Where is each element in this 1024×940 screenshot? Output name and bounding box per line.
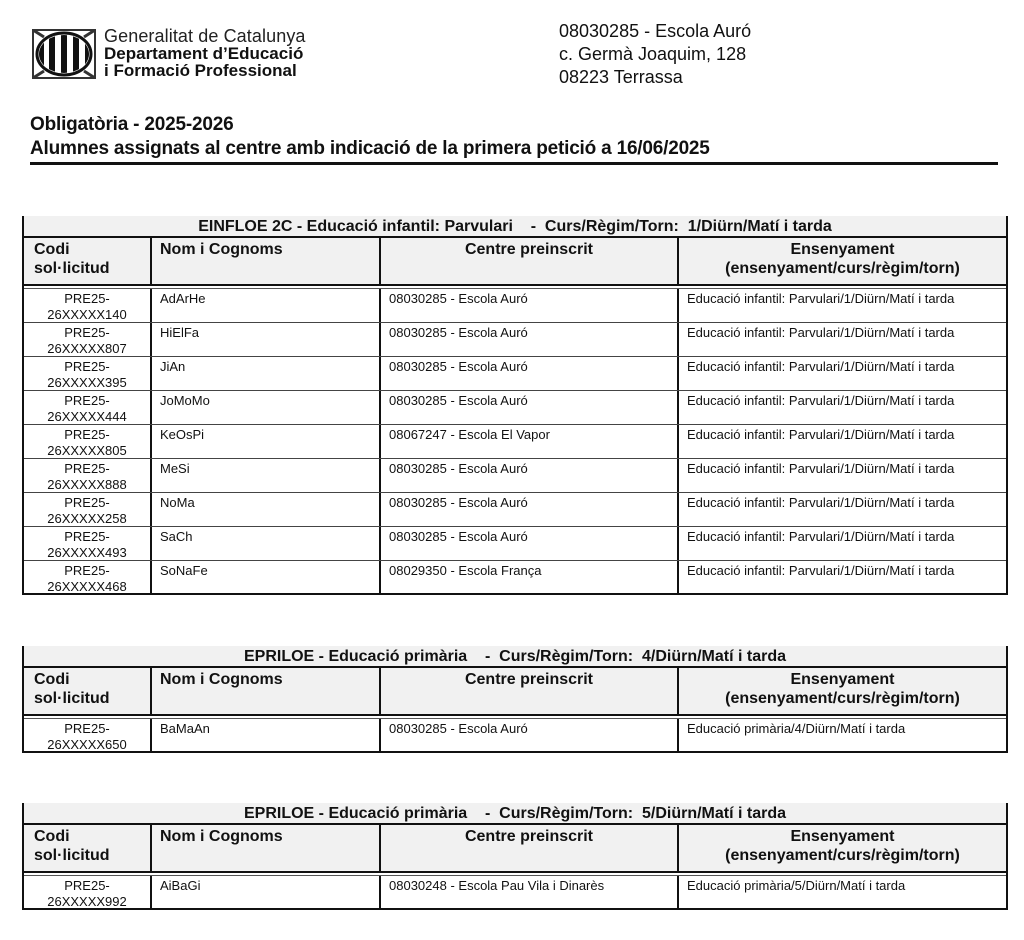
column-headers [24, 825, 1006, 871]
cell-name: JoMoMo [152, 391, 381, 424]
cell-name: SoNaFe [152, 561, 381, 593]
cell-name: JiAn [152, 357, 381, 390]
catalonia-emblem-icon [32, 29, 96, 79]
cell-code: PRE25- 26XXXXX493 [24, 527, 152, 560]
cell-centre: 08030285 - Escola Auró [381, 391, 679, 424]
school-address [559, 20, 751, 89]
header-centre: Centre preinscrit [381, 238, 679, 284]
cell-centre: 08030285 - Escola Auró [381, 459, 679, 492]
header-teaching: Ensenyament (ensenyament/curs/règim/torn) [725, 828, 960, 864]
header-code: Codi sol·licitud [24, 668, 152, 714]
table-row [24, 289, 1006, 323]
cell-name: BaMaAn [152, 719, 381, 751]
cell-centre: 08030285 - Escola Auró [381, 493, 679, 526]
cell-code: PRE25- 26XXXXX140 [24, 289, 152, 322]
cell-code: PRE25- 26XXXXX807 [24, 323, 152, 356]
cell-centre: 08030285 - Escola Auró [381, 719, 679, 751]
cell-teaching: Educació infantil: Parvulari/1/Diürn/Matí i tarda [687, 359, 955, 374]
cell-centre: 08030248 - Escola Pau Vila i Dinarès [381, 876, 679, 908]
header-name: Nom i Cognoms [152, 825, 381, 871]
table-row [24, 323, 1006, 357]
cell-name: SaCh [152, 527, 381, 560]
group-title: EPRILOE - Educació primària - Curs/Règim/Torn: 5/Diürn/Matí i tarda [24, 803, 1006, 825]
cell-centre: 08029350 - Escola França [381, 561, 679, 593]
header-name: Nom i Cognoms [152, 238, 381, 284]
cell-teaching: Educació primària/4/Diürn/Matí i tarda [687, 721, 906, 736]
cell-code: PRE25- 26XXXXX258 [24, 493, 152, 526]
group-title: EINFLOE 2C - Educació infantil: Parvulari - Curs/Règim/Torn: 1/Diürn/Matí i tarda [24, 216, 1006, 238]
title-description: Alumnes assignats al centre amb indicació de la primera petició a 16/06/2025 [30, 138, 710, 159]
logo [32, 28, 306, 79]
cell-name: KeOsPi [152, 425, 381, 458]
cell-centre: 08067247 - Escola El Vapor [381, 425, 679, 458]
header-teaching: Ensenyament (ensenyament/curs/règim/torn) [725, 241, 960, 277]
cell-code: PRE25- 26XXXXX650 [24, 719, 152, 751]
cell-name: MeSi [152, 459, 381, 492]
cell-code: PRE25- 26XXXXX805 [24, 425, 152, 458]
cell-code: PRE25- 26XXXXX888 [24, 459, 152, 492]
group-table [22, 803, 1008, 910]
cell-code: PRE25- 26XXXXX468 [24, 561, 152, 593]
table-row [24, 719, 1006, 753]
cell-teaching: Educació infantil: Parvulari/1/Diürn/Matí i tarda [687, 291, 955, 306]
group-table [22, 216, 1008, 595]
cell-name: AiBaGi [152, 876, 381, 908]
table-row [24, 876, 1006, 910]
cell-centre: 08030285 - Escola Auró [381, 357, 679, 390]
cell-teaching: Educació infantil: Parvulari/1/Diürn/Matí i tarda [687, 427, 955, 442]
header-centre: Centre preinscrit [381, 668, 679, 714]
header-code: Codi sol·licitud [24, 825, 152, 871]
cell-teaching: Educació infantil: Parvulari/1/Diürn/Matí i tarda [687, 393, 955, 408]
cell-name: HiElFa [152, 323, 381, 356]
table-row [24, 391, 1006, 425]
column-headers [24, 238, 1006, 284]
header-name: Nom i Cognoms [152, 668, 381, 714]
header-teaching: Ensenyament (ensenyament/curs/règim/torn) [725, 671, 960, 707]
cell-teaching: Educació infantil: Parvulari/1/Diürn/Matí i tarda [687, 461, 955, 476]
table-row [24, 459, 1006, 493]
cell-teaching: Educació infantil: Parvulari/1/Diürn/Matí i tarda [687, 325, 955, 340]
table-row [24, 527, 1006, 561]
school-street: c. Germà Joaquim, 128 [559, 44, 747, 64]
cell-teaching: Educació infantil: Parvulari/1/Diürn/Matí i tarda [687, 495, 955, 510]
cell-name: AdArHe [152, 289, 381, 322]
header-centre: Centre preinscrit [381, 825, 679, 871]
column-headers [24, 668, 1006, 714]
group-table [22, 646, 1008, 753]
cell-teaching: Educació infantil: Parvulari/1/Diürn/Matí i tarda [687, 529, 955, 544]
cell-name: NoMa [152, 493, 381, 526]
header-code: Codi sol·licitud [24, 238, 152, 284]
title-year: Obligatòria - 2025-2026 [30, 114, 234, 135]
page-title [30, 113, 998, 165]
table-row [24, 493, 1006, 527]
logo-department: Departament d’Educació [104, 44, 304, 63]
school-name: 08030285 - Escola Auró [559, 21, 752, 41]
school-city: 08223 Terrassa [559, 67, 683, 87]
cell-code: PRE25- 26XXXXX444 [24, 391, 152, 424]
cell-code: PRE25- 26XXXXX395 [24, 357, 152, 390]
cell-centre: 08030285 - Escola Auró [381, 323, 679, 356]
table-row [24, 425, 1006, 459]
cell-teaching: Educació infantil: Parvulari/1/Diürn/Matí i tarda [687, 563, 955, 578]
cell-code: PRE25- 26XXXXX992 [24, 876, 152, 908]
cell-centre: 08030285 - Escola Auró [381, 289, 679, 322]
logo-department-2: i Formació Professional [104, 61, 297, 80]
table-row [24, 561, 1006, 595]
cell-teaching: Educació primària/5/Diürn/Matí i tarda [687, 878, 906, 893]
logo-generalitat: Generalitat de Catalunya [104, 26, 306, 46]
cell-centre: 08030285 - Escola Auró [381, 527, 679, 560]
group-title: EPRILOE - Educació primària - Curs/Règim/Torn: 4/Diürn/Matí i tarda [24, 646, 1006, 668]
table-row [24, 357, 1006, 391]
